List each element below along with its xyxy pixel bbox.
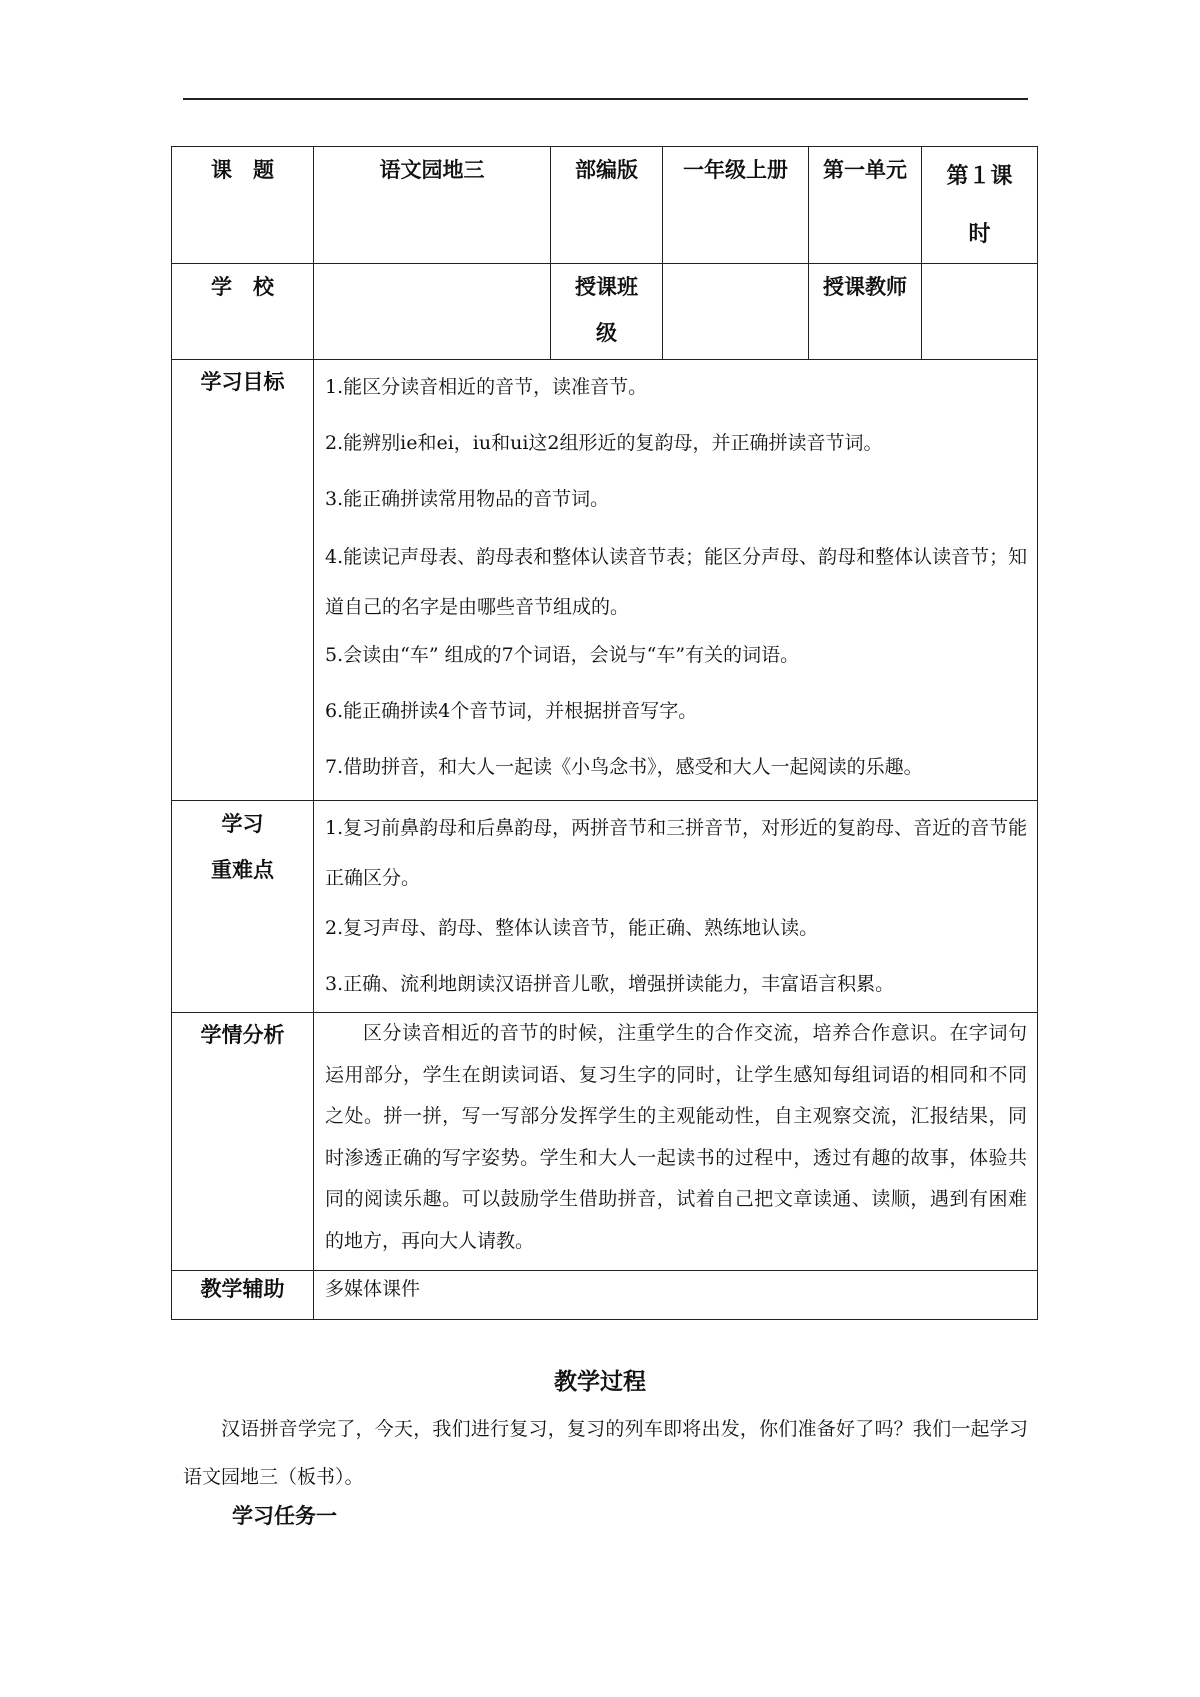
class-label: 授课班级 [551, 264, 663, 360]
key-points-list [314, 801, 1037, 1009]
key-point-item: 3.正确、流利地朗读汉语拼音儿歌，增强拼读能力，丰富语言积累。 [325, 973, 895, 995]
objective-item: 2.能辨别ie和ei，iu和ui这2组形近的复韵母，并正确拼读音节词。 [325, 432, 883, 454]
teacher-label: 授课教师 [809, 264, 922, 360]
objectives-label: 学习目标 [172, 360, 314, 801]
row-objectives [172, 360, 1038, 801]
analysis-content: 区分读音相近的音节的时候，注重学生的合作交流，培养合作意识。在字词句运用部分，学生在朗读词语、复习生字的同时，让学生感知每组词语的相同和不同之处。拼一拼，写一写部分发挥学生的主观能动性，自主观察交流，汇报结果，同时渗透正确的写字姿势。学生和大人一起读书的过程中，透过有趣的故事，体验共同的阅读乐趣。可以鼓励学生借助拼音，试着自己把文章读通、读顺，遇到有困难的地方，再向大人请教。 [314, 1013, 1038, 1271]
teacher-value [922, 264, 1038, 360]
objectives-content [314, 360, 1038, 801]
analysis-label: 学情分析 [172, 1013, 314, 1271]
key-point-item: 2.复习声母、韵母、整体认读音节，能正确、熟练地认读。 [325, 917, 819, 939]
grade-cell: 一年级上册 [663, 147, 809, 264]
topic-value: 语文园地三 [314, 147, 551, 264]
key-points-label [172, 801, 314, 1013]
header-rule [183, 98, 1028, 100]
class-value [663, 264, 809, 360]
aids-label: 教学辅助 [172, 1271, 314, 1320]
objective-item: 3.能正确拼读常用物品的音节词。 [325, 488, 610, 510]
school-value [314, 264, 551, 360]
objective-item: 6.能正确拼读4个音节词，并根据拼音写字。 [325, 700, 698, 722]
unit-cell: 第一单元 [809, 147, 922, 264]
process-intro: 汉语拼音学完了，今天，我们进行复习，复习的列车即将出发，你们准备好了吗？我们一起学习语文园地三（板书）。 [183, 1418, 1028, 1488]
school-label: 学 校 [172, 264, 314, 360]
objective-item: 5.会读由“车” 组成的7个词语，会说与“车”有关的词语。 [325, 644, 800, 666]
key-point-item: 1.复习前鼻韵母和后鼻韵母，两拼音节和三拼音节，对形近的复韵母、音近的音节能正确区分。 [325, 817, 1028, 889]
objective-item: 7.借助拼音，和大人一起读《小鸟念书》，感受和大人一起阅读的乐趣。 [325, 756, 923, 778]
task-one-title: 学习任务一 [232, 1503, 337, 1528]
edition-cell: 部编版 [551, 147, 663, 264]
row-school [172, 264, 1038, 360]
key-points-label-line1: 学习 [221, 811, 264, 836]
row-topic [172, 147, 1038, 264]
process-title: 教学过程 [554, 1368, 646, 1395]
lesson-plan-table [171, 146, 1038, 1320]
key-points-content [314, 801, 1038, 1013]
row-analysis [172, 1013, 1038, 1271]
objective-item: 1.能区分读音相近的音节，读准音节。 [325, 376, 648, 398]
lesson-cell: 第１课时 [922, 147, 1038, 264]
objectives-list [314, 360, 1037, 791]
aids-content: 多媒体课件 [314, 1271, 1038, 1320]
objective-item: 4.能读记声母表、韵母表和整体认读音节表；能区分声母、韵母和整体认读音节；知道自己的名字是由哪些音节组成的。 [325, 546, 1028, 618]
topic-label: 课 题 [172, 147, 314, 264]
row-aids [172, 1271, 1038, 1320]
key-points-label-line2: 重难点 [211, 857, 274, 882]
row-key-points [172, 801, 1038, 1013]
